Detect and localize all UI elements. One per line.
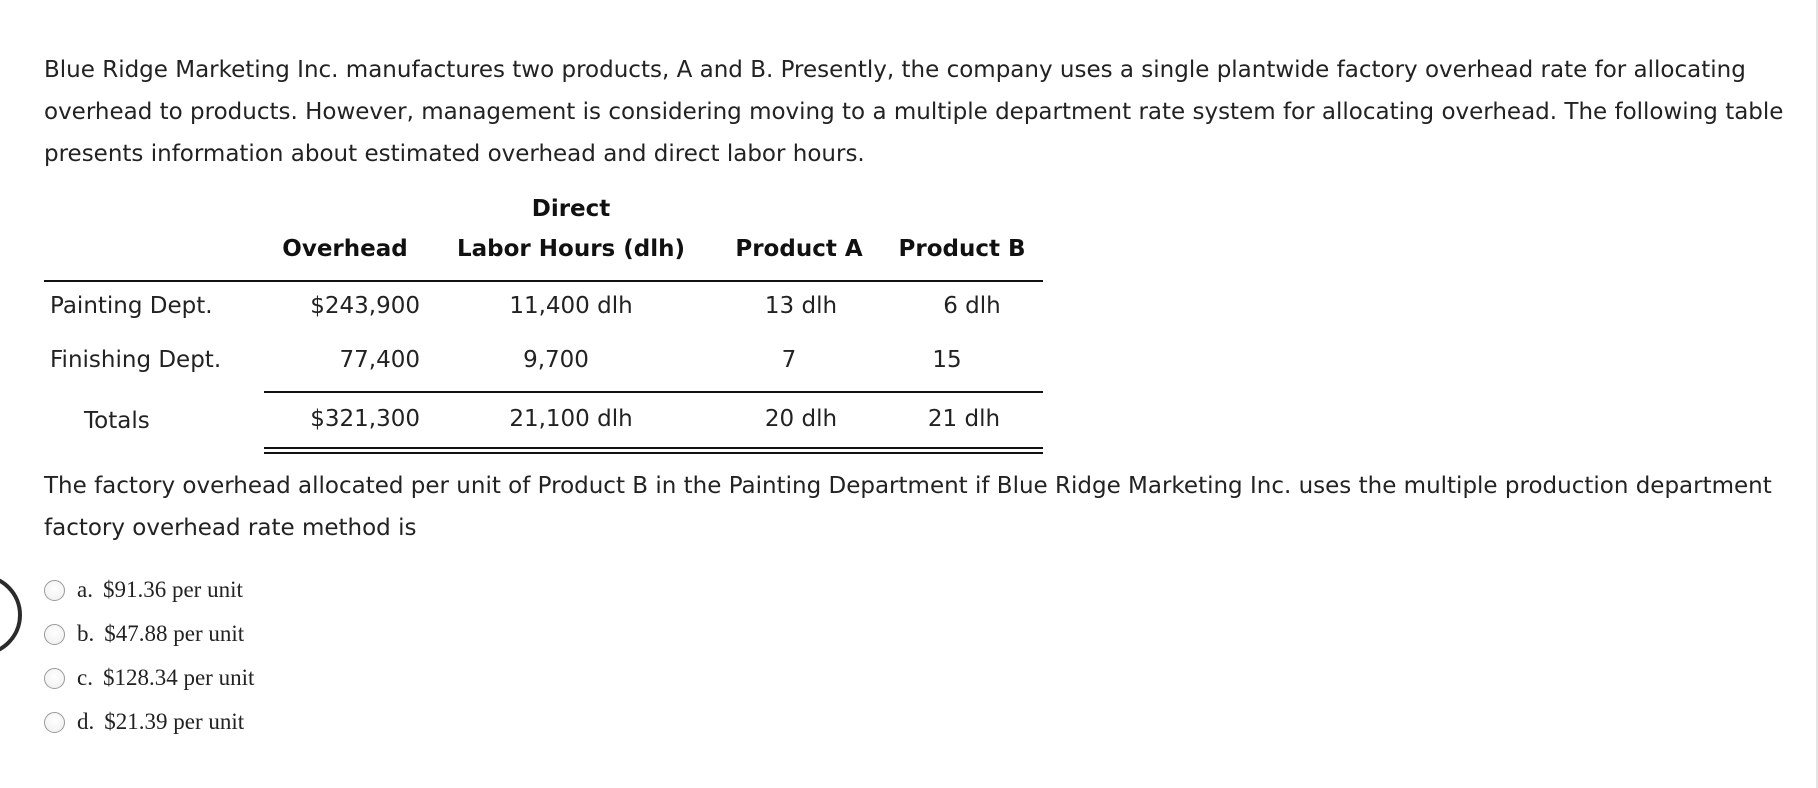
cell-dlh-total: 21,100 dlh bbox=[509, 406, 633, 432]
option-b-letter: b. bbox=[77, 621, 95, 646]
header-rule bbox=[44, 280, 1043, 282]
question-text: The factory overhead allocated per unit of Product B in the Painting Department if Blue Ridge Marketing Inc. uses the multiple production department factory overhead rate method is bbox=[44, 473, 1772, 541]
cell-product-a-finishing: 7 bbox=[781, 347, 797, 373]
cell-product-a-total: 20 dlh bbox=[764, 406, 838, 432]
option-a-label: $91.36 per unit bbox=[102, 577, 243, 602]
option-d-radio[interactable] bbox=[44, 712, 65, 733]
cell-product-b-total: 21 dlh bbox=[927, 406, 1001, 432]
option-b-label: $47.88 per unit bbox=[104, 621, 245, 646]
cell-overhead-total: $321,300 bbox=[310, 406, 420, 432]
total-double-rule-top bbox=[264, 447, 1043, 449]
option-a-radio[interactable] bbox=[44, 580, 65, 601]
header-labor-hours: Labor Hours (dlh) bbox=[456, 236, 686, 262]
option-b[interactable] bbox=[44, 612, 254, 656]
header-direct: Direct bbox=[531, 196, 611, 222]
cell-product-b-painting: 6 dlh bbox=[943, 293, 1001, 319]
row-label-totals: Totals bbox=[84, 408, 150, 434]
cell-overhead-painting: $243,900 bbox=[310, 293, 420, 319]
header-overhead: Overhead bbox=[282, 236, 408, 262]
total-double-rule-bottom bbox=[264, 452, 1043, 454]
option-c-label: $128.34 per unit bbox=[102, 665, 255, 690]
option-d-label: $21.39 per unit bbox=[104, 709, 245, 734]
cell-product-a-painting: 13 dlh bbox=[764, 293, 838, 319]
header-product-a: Product A bbox=[735, 236, 863, 262]
intro-paragraph: Blue Ridge Marketing Inc. manufactures two products, A and B. Presently, the company uses a single plantwide factory overhead rate for allocating overhead to products. However, management is considering moving to a multiple department rate system for allocating overhead. The following table presents information about estimated overhead and direct labor hours. bbox=[44, 57, 1784, 167]
cell-product-b-finishing: 15 bbox=[932, 347, 962, 373]
subtotal-rule bbox=[264, 391, 1043, 393]
answer-options bbox=[44, 568, 254, 744]
overhead-table bbox=[44, 196, 1044, 456]
row-label-finishing: Finishing Dept. bbox=[50, 347, 222, 373]
option-c-radio[interactable] bbox=[44, 668, 65, 689]
header-product-b: Product B bbox=[898, 236, 1026, 262]
option-c-letter: c. bbox=[77, 665, 93, 690]
cursor-ring-decoration bbox=[0, 574, 22, 656]
option-a[interactable] bbox=[44, 568, 254, 612]
option-a-letter: a. bbox=[77, 577, 93, 602]
option-d-letter: d. bbox=[77, 709, 95, 734]
cell-overhead-finishing: 77,400 bbox=[339, 347, 420, 373]
option-d[interactable] bbox=[44, 700, 254, 744]
option-c[interactable] bbox=[44, 656, 254, 700]
cell-dlh-finishing: 9,700 bbox=[523, 347, 589, 373]
option-b-radio[interactable] bbox=[44, 624, 65, 645]
row-label-painting: Painting Dept. bbox=[50, 293, 213, 319]
cell-dlh-painting: 11,400 dlh bbox=[509, 293, 633, 319]
